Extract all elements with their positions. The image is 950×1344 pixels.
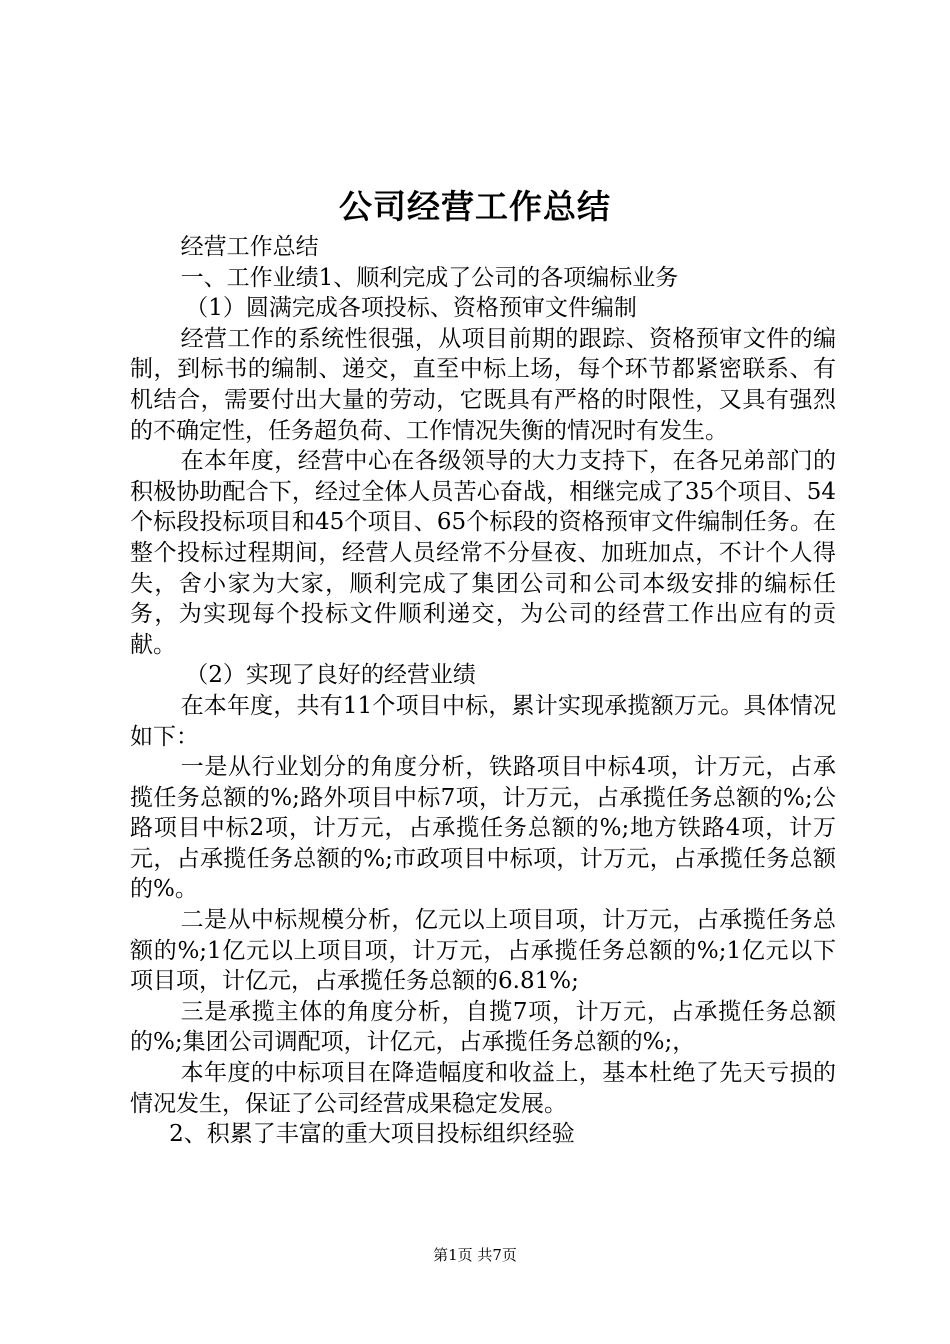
paragraph-section-2-heading: 2、积累了丰富的重大项目投标组织经验: [169, 1121, 575, 1148]
document-body: [130, 232, 836, 1150]
paragraph-subtitle: 经营工作总结: [180, 234, 319, 260]
paragraph-body: 在本年度，共有11个项目中标，累计实现承揽额万元。具体情况如下：: [130, 692, 836, 750]
document-title: 公司经营工作总结: [339, 187, 611, 226]
page-footer: 第1页 共7页: [433, 1246, 517, 1264]
paragraph-body: 二是从中标规模分析，亿元以上项目项，计万元，占承揽任务总额的%;1亿元以上项目项，计万元，占承揽任务总额的%;1亿元以下项目项，计亿元，占承揽任务总额的6.81%;: [130, 907, 836, 995]
paragraph-body: 一是从行业划分的角度分析，铁路项目中标4项，计万元，占承揽任务总额的%;路外项目中标7项，计万元，占承揽任务总额的%;公路项目中标2项，计万元，占承揽任务总额的%;地方铁路4项，计万元，占承揽任务总额的%;市政项目中标项，计万元，占承揽任务总额的%。: [130, 754, 836, 903]
paragraph-body: 三是承揽主体的角度分析，自揽7项，计万元，占承揽任务总额的%;集团公司调配项，计亿元，占承揽任务总额的%;，: [130, 998, 836, 1056]
paragraph-body: 在本年度，经营中心在各级领导的大力支持下，在各兄弟部门的积极协助配合下，经过全体人员苦心奋战，相继完成了35个项目、54个标段投标项目和45个项目、65个标段的资格预审文件编制任务。在整个投标过程期间，经营人员经常不分昼夜、加班加点，不计个人得失，舍小家为大家，顺利完成了集团公司和公司本级安排的编标任务，为实现每个投标文件顺利递交，为公司的经营工作出应有的贡献。: [130, 448, 836, 658]
paragraph-body: 本年度的中标项目在降造幅度和收益上，基本杜绝了先天亏损的情况发生，保证了公司经营成果稳定发展。: [130, 1060, 836, 1117]
paragraph-subsection-1-heading: （1）圆满完成各项投标、资格预审文件编制: [185, 295, 637, 322]
paragraph-section-1-heading: 一、工作业绩1、顺利完成了公司的各项编标业务: [180, 264, 679, 291]
paragraph-body: 经营工作的系统性很强，从项目前期的跟踪、资格预审文件的编制，到标书的编制、递交，直至中标上场，每个环节都紧密联系、有机结合，需要付出大量的劳动，它既具有严格的时限性，又具有强烈的不确定性，任务超负荷、工作情况失衡的情况时有发生。: [130, 325, 836, 444]
paragraph-subsection-2-heading: （2）实现了良好的经营业绩: [185, 662, 476, 689]
